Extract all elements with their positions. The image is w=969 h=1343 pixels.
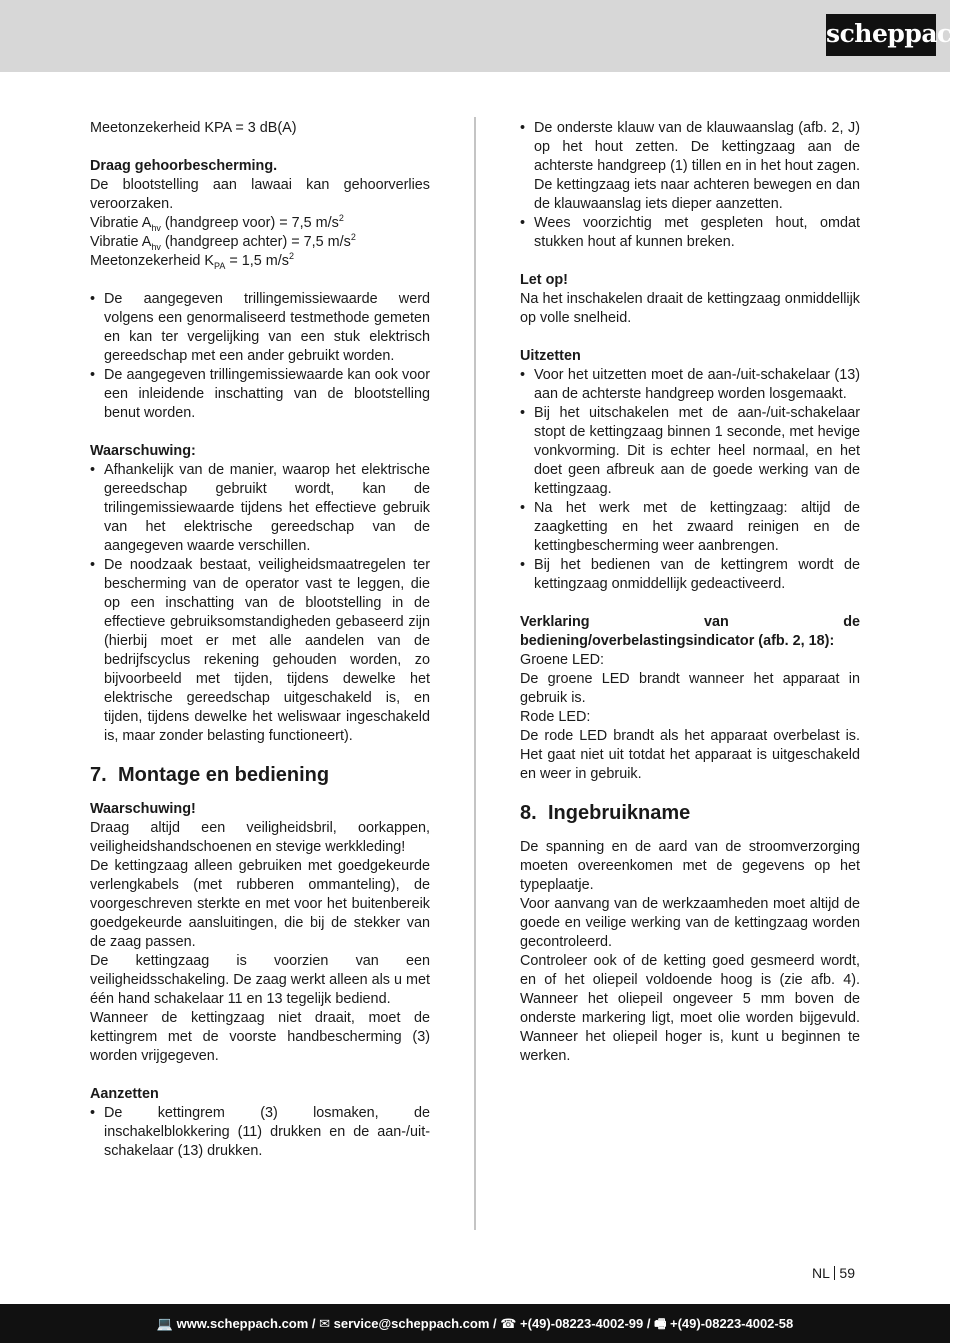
contact-footer: 💻 www.scheppach.com / ✉ service@scheppach.com / ☎ +(49)-08223-4002-99 / 🖷 +(49)-08223-4002-58 <box>0 1304 950 1343</box>
red-led-text: De rode LED brandt als het apparaat overbelast is. Het gaat niet uit totdat het apparaat is uitgeschakeld en weer in gebruik. <box>520 728 860 782</box>
list-item: • De kettingrem (3) losmaken, de inschakelblokkering (11) drukken en de aan-/uit-schakelaar (13) drukken. <box>90 1104 430 1161</box>
vibration-bullets <box>90 290 430 423</box>
list-item: • Voor het uitzetten moet de aan-/uit-schakelaar (13) aan de achterste handgreep worden losgemaakt. <box>520 366 860 404</box>
noise-exposure-text: De blootstelling aan lawaai kan gehoorverlies veroorzaken. <box>90 177 430 212</box>
page-number-value: 59 <box>839 1265 855 1281</box>
list-item: • De aangegeven trillingemissiewaarde werd volgens een genormaliseerd testmethode gemeten en kan ter vergelijking van een stuk elektrisch gereedschap met een ander gebruikt worden. <box>90 290 430 366</box>
vibration-front: Vibratie $A_{hv}$ (handgreep voor) = 7,5 $m/s^2$ <box>90 213 344 233</box>
warning-bullets <box>90 461 430 746</box>
list-item: • Na het werk met de kettingzaag: altijd de zaagketting en het zwaard reinigen en de kettingbescherming weer aanbrengen. <box>520 499 860 556</box>
claw-stop-bullets <box>520 119 860 252</box>
vibration-rear: Vibratie $A_{hv}$ (handgreep achter) = 7,5 $m/s^2$ <box>90 232 356 252</box>
attention-heading: Let op! <box>520 272 568 288</box>
measurement-uncertainty: Meetonzekerheid KPA = 3 dB(A) <box>90 120 297 136</box>
page-number <box>812 1265 855 1281</box>
language-code: NL <box>812 1265 830 1281</box>
paragraph: De spanning en de aard van de stroomverzorging moeten overeenkomen met de gegevens op het typeplaatje. <box>520 839 860 893</box>
left-column <box>90 119 430 1161</box>
switch-on-heading: Aanzetten <box>90 1086 159 1102</box>
vibration-uncertainty: Meetonzekerheid $K_{PA} = 1,5$ $m/s^2$ <box>90 251 294 271</box>
scheppach-logo: scheppach <box>826 14 936 56</box>
right-column <box>520 119 860 1066</box>
green-led-text: De groene LED brandt wanneer het apparaat in gebruik is. <box>520 671 860 706</box>
warning-heading: Waarschuwing! <box>90 801 196 817</box>
paragraph: Draag altijd een veiligheidsbril, oorkappen, veiligheidshandschoenen en stevige werkkleding! <box>90 820 430 855</box>
indicator-heading: Verklaring van de bediening/overbelastingsindicator (afb. 2, 18): <box>520 614 860 649</box>
paragraph: Wanneer de kettingzaag niet draait, moet de kettingrem met de voorste handbescherming (3) worden vrijgegeven. <box>90 1010 430 1064</box>
section-8-heading: 8. Ingebruikname <box>520 802 691 824</box>
list-item: • Bij het bedienen van de kettingrem wordt de kettingzaag onmiddellijk gedeactiveerd. <box>520 556 860 594</box>
switch-off-bullets <box>520 366 860 594</box>
switch-on-bullets <box>90 1104 430 1161</box>
red-led-label: Rode LED: <box>520 709 591 725</box>
list-item: • Bij het uitschakelen met de aan-/uit-schakelaar stopt de kettingzaag binnen 1 seconde, met hevige vonkvorming. Dit is echter heel normaal, en het doet geen afbreuk aan de goede werking van de kettingzaag. <box>520 404 860 499</box>
switch-off-heading: Uitzetten <box>520 348 581 364</box>
hearing-protection-heading: Draag gehoorbescherming. <box>90 158 278 174</box>
paragraph: Controleer ook of de ketting goed gesmeerd wordt, en of het oliepeil voldoende hoog is (zie afb. 4). Wanneer het oliepeil ongeveer 5 mm boven de onderste markering ligt, moet olie worden bijgevuld. Wanneer het oliepeil hoger is, kunt u beginnen te werken. <box>520 953 860 1064</box>
green-led-label: Groene LED: <box>520 652 604 668</box>
list-item: • De noodzaak bestaat, veiligheidsmaatregelen ter bescherming van de operator vast te leggen, die op een inschatting van de blootstelling in de effectieve gebruiksomstandigheden gebaseerd zijn (hierbij moet er met alle aandelen van de bedrijfscyclus rekening gehouden worden, zo bijvoorbeeld met tijden, tijdens dewelke het elektrische gereedschap uitgeschakeld is, en tijden, tijdens dewelke het weliswaar ingeschakeld is, maar zonder belasting functioneert). <box>90 556 430 746</box>
page-header <box>0 0 969 72</box>
page-number-separator <box>834 1266 836 1280</box>
list-item: • Wees voorzichtig met gespleten hout, omdat stukken hout af kunnen breken. <box>520 214 860 252</box>
warning-heading: Waarschuwing: <box>90 443 196 459</box>
list-item: • De aangegeven trillingemissiewaarde kan ook voor een inleidende inschatting van de blootstelling benut worden. <box>90 366 430 423</box>
paragraph: Voor aanvang van de werkzaamheden moet altijd de goede en veilige werking van de kettingzaag worden gecontroleerd. <box>520 896 860 950</box>
paragraph: Na het inschakelen draait de kettingzaag onmiddellijk op volle snelheid. <box>520 291 860 326</box>
column-divider <box>474 117 476 1230</box>
section-7-heading: 7. Montage en bediening <box>90 764 330 786</box>
list-item: • De onderste klauw van de klauwaanslag (afb. 2, J) op het hout zetten. De kettingzaag aan de achterste handgreep (1) tillen en in het hout zagen. De kettingzaag iets naar achteren bewegen en dan de klauwaanslag iets dieper aanzetten. <box>520 119 860 214</box>
paragraph: De kettingzaag alleen gebruiken met goedgekeurde verlengkabels (met rubberen ommanteling), de voorgeschreven sterkte en met voor het buitenbereik goedgekeurde aansluitingen, die bij de stekker van de zaag passen. <box>90 858 430 950</box>
paragraph: De kettingzaag is voorzien van een veiligheidsschakeling. De zaag werkt alleen als u met één hand schakelaar 11 en 13 tegelijk bediend. <box>90 953 430 1007</box>
list-item: • Afhankelijk van de manier, waarop het elektrische gereedschap gebruikt wordt, kan de trilingemissiewaarde tijdens het effectieve gebruik van het elektrische gereedschap van de aangegeven waarde verschillen. <box>90 461 430 556</box>
